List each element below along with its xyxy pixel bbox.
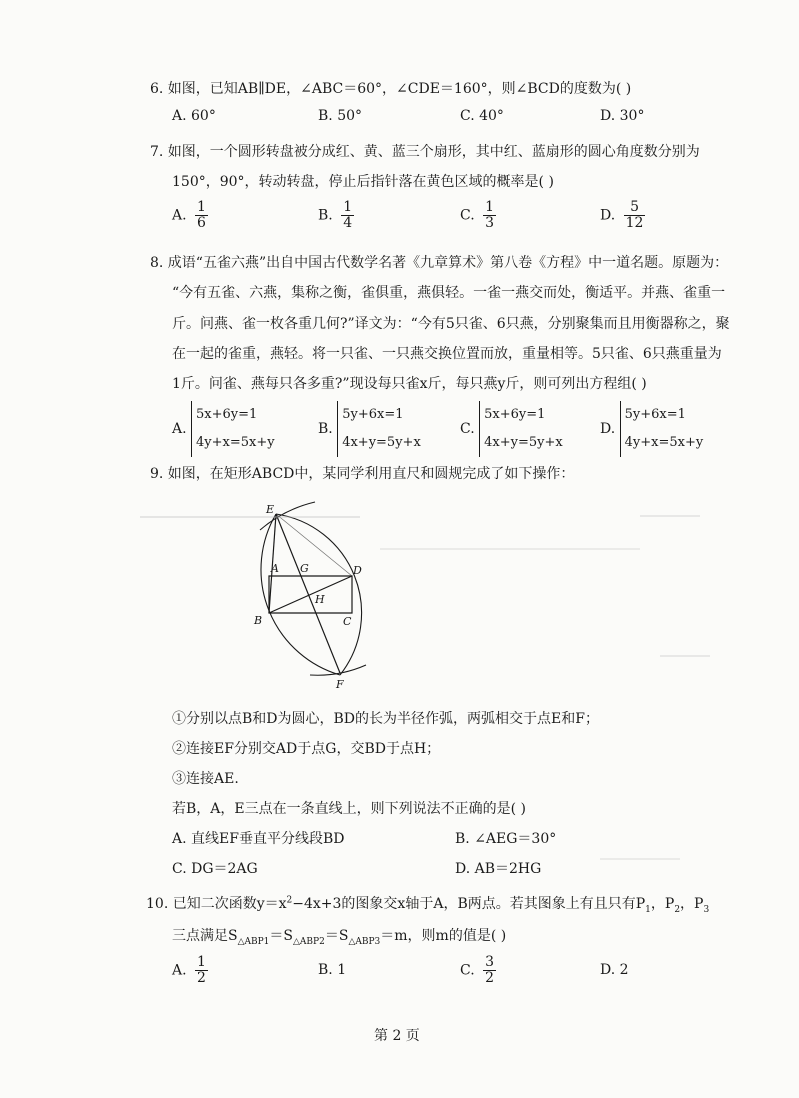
q7-option-c-fraction <box>483 200 496 231</box>
q6-option-c: C. 40° <box>460 108 504 124</box>
q7-option-d-fraction <box>624 200 646 231</box>
point-label-f: F <box>336 678 344 691</box>
point-label-e: E <box>266 503 275 516</box>
equation: 4y+x=5x+y <box>196 435 275 450</box>
point-label-d: D <box>353 564 362 577</box>
equation: 5x+6y=1 <box>196 407 258 422</box>
q9-stem: 9. 如图，在矩形ABCD中，某同学利用直尺和圆规完成了如下操作： <box>150 466 575 482</box>
subscript: △ABP1 <box>237 936 270 947</box>
point-label-g: G <box>300 562 309 575</box>
q10-line2-eq: ＝S <box>324 928 349 944</box>
q7-option-c-label: C. <box>460 207 475 224</box>
q8-line1: 8. 成语“五雀六燕”出自中国古代数学名著《九章算术》第八卷《方程》中一道名题。原题为： <box>150 255 729 271</box>
q7-option-a-label: A. <box>172 207 187 224</box>
q6-option-a: A. 60° <box>172 108 216 124</box>
q7-option-c <box>460 200 496 231</box>
point-label-b: B <box>254 614 263 627</box>
numerator: 3 <box>485 954 495 970</box>
q8-line2: “今有五雀、六燕，集称之衡，雀俱重，燕俱轻。一雀一燕交而处，衡适平。并燕、雀重一 <box>172 285 726 301</box>
q6-option-d: D. 30° <box>600 108 645 124</box>
q6-option-b: B. 50° <box>318 108 363 124</box>
denominator: 3 <box>485 215 495 231</box>
q7-option-a <box>172 200 208 231</box>
q7-line2: 150°，90°，转动转盘，停止后指针落在黄色区域的概率是( ) <box>172 174 554 190</box>
q8-option-b <box>318 401 421 457</box>
q10-line1-part-a: 10. 已知二次函数y＝x <box>146 896 287 912</box>
denominator: 12 <box>625 215 644 231</box>
q9-step2: ②连接EF分别交AD于点G，交BD于点H； <box>172 741 441 757</box>
denominator: 2 <box>197 970 206 986</box>
equation: 4y+x=5x+y <box>624 435 704 450</box>
line-bd <box>269 576 352 613</box>
q10-option-c-label: C. <box>460 962 475 979</box>
q7-option-b-label: B. <box>318 207 333 224</box>
q9-question: 若B，A，E三点在一条直线上，则下列说法不正确的是( ) <box>172 801 526 817</box>
point-label-c: C <box>343 615 352 628</box>
point-label-h: H <box>315 593 325 606</box>
numerator: 1 <box>343 199 353 215</box>
numerator: 1 <box>485 199 495 215</box>
q8-option-b-system <box>337 401 421 457</box>
q10-line1-part-b: −4x+3的图象交x轴于A，B两点。若其图象上有且只有P <box>292 896 646 912</box>
q8-line4: 在一起的雀重，燕轻。将一只雀、一只燕交换位置而放，重量相等。5只雀、6只燕重量为 <box>172 346 722 362</box>
scan-noise <box>380 548 640 550</box>
subscript: 2 <box>674 904 681 915</box>
subscript: △ABP2 <box>293 936 325 947</box>
q9-option-c: C. DG＝2AG <box>172 861 258 877</box>
denominator: 2 <box>485 970 495 986</box>
q9-option-b: B. ∠AEG＝30° <box>455 831 557 847</box>
q10-option-d: D. 2 <box>600 962 629 978</box>
equation: 5y+6x=1 <box>342 407 404 422</box>
geometry-svg <box>240 497 380 697</box>
scan-noise <box>660 655 710 657</box>
q8-option-a-label: A. <box>172 421 187 437</box>
q7-option-b <box>318 200 354 231</box>
q8-line5: 1斤。问雀、燕每只各多重?”现设每只雀x斤，每只燕y斤，则可列出方程组( ) <box>172 376 647 392</box>
subscript: △ABP3 <box>348 936 381 947</box>
scan-noise <box>140 516 360 518</box>
q8-option-d-label: D. <box>600 421 616 437</box>
equation: 4x+y=5y+x <box>484 435 563 450</box>
numerator: 1 <box>197 199 206 215</box>
q8-option-c-label: C. <box>460 421 475 437</box>
q7-option-d <box>600 200 645 231</box>
q8-option-a-system <box>191 401 275 457</box>
q7-option-d-label: D. <box>600 207 616 224</box>
q10-line2-eq: ＝S <box>269 928 294 944</box>
equation: 4x+y=5y+x <box>342 435 421 450</box>
q6-stem: 6. 如图，已知AB∥DE，∠ABC＝60°，∠CDE＝160°，则∠BCD的度数为( ) <box>150 81 632 97</box>
q8-option-c <box>460 401 563 457</box>
equation: 5x+6y=1 <box>484 407 546 422</box>
q9-step3: ③连接AE. <box>172 771 239 787</box>
subscript: 1 <box>645 904 651 915</box>
point-label-a: A <box>271 562 279 575</box>
equation: 5y+6x=1 <box>624 407 686 422</box>
q9-option-a: A. 直线EF垂直平分线段BD <box>172 831 345 847</box>
subscript: 3 <box>703 904 710 915</box>
q8-option-d-system <box>620 401 704 457</box>
q7-line1: 7. 如图，一个圆形转盘被分成红、黄、蓝三个扇形，其中红、蓝扇形的圆心角度数分别为 <box>150 144 700 160</box>
q8-option-c-system <box>479 401 563 457</box>
line-ed <box>276 514 352 576</box>
q10-line2-part-b: ＝m，则m的值是( ) <box>380 928 507 944</box>
denominator: 4 <box>343 215 353 231</box>
q9-geometry-figure <box>240 497 380 701</box>
exponent: 2 <box>286 895 293 906</box>
q10-option-a-fraction <box>195 955 208 986</box>
numerator: 1 <box>197 954 206 970</box>
numerator: 5 <box>624 200 646 216</box>
q10-line1-sep: ，P <box>680 896 704 912</box>
q10-line2 <box>172 925 506 947</box>
q8-line3: 斤。问燕、雀一枚各重几何?”译文为：“今有5只雀、6只燕，分别聚集而且用衡器称之，聚 <box>172 316 730 332</box>
q10-option-a <box>172 955 208 986</box>
q8-option-a <box>172 401 275 457</box>
q9-option-d: D. AB＝2HG <box>455 861 542 877</box>
q7-option-b-fraction <box>341 200 354 231</box>
q7-option-a-fraction <box>195 200 208 231</box>
q10-option-c-fraction <box>483 955 496 986</box>
scan-noise <box>600 858 680 860</box>
q10-line1 <box>146 893 709 915</box>
q8-option-d <box>600 401 703 457</box>
q9-step1: ①分别以点B和D为圆心，BD的长为半径作弧，两弧相交于点E和F； <box>172 711 599 727</box>
denominator: 6 <box>197 215 206 231</box>
scan-noise <box>640 515 700 517</box>
q10-line1-sep: ，P <box>650 896 675 912</box>
q10-line2-part-a: 三点满足S <box>172 928 238 944</box>
page-number: 第 2 页 <box>374 1028 420 1044</box>
q10-option-a-label: A. <box>172 962 187 979</box>
q10-option-b: B. 1 <box>318 962 347 978</box>
q8-option-b-label: B. <box>318 421 333 437</box>
q10-option-c <box>460 955 496 986</box>
line-ef <box>276 514 340 673</box>
